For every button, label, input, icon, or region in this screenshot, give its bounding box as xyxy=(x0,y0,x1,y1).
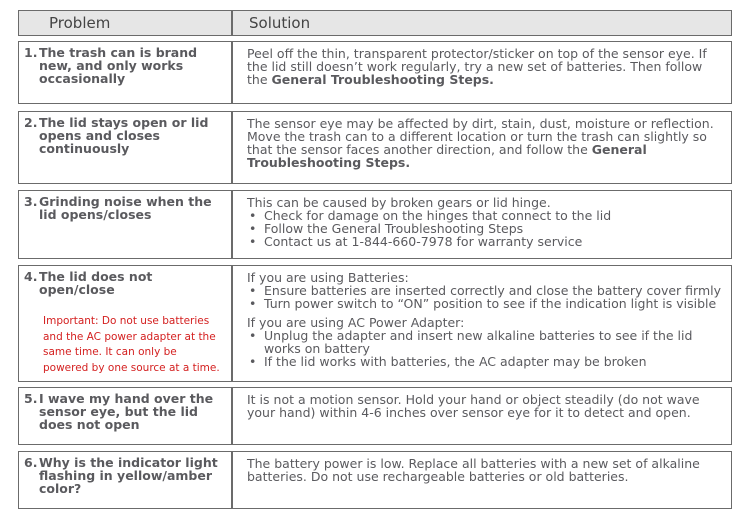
problem-text: Why is the indicator light flashing in yellow/amber color? xyxy=(39,455,218,496)
bullet-icon: • xyxy=(249,296,257,311)
problem-number: 4. xyxy=(24,269,38,284)
problem-cell xyxy=(24,270,224,296)
troubleshooting-table xyxy=(18,10,732,510)
adapter-heading: If you are using AC Power Adapter: xyxy=(247,315,465,330)
table-row xyxy=(18,387,732,445)
list-item-text: Unplug the adapter and insert new alkaline batteries to see if the lid works on battery xyxy=(264,328,693,356)
problem-text: Grinding noise when the lid opens/closes xyxy=(39,194,212,222)
solution-text: The sensor eye may be affected by dirt, stain, dust, moisture or reflection. Move the trash can to a different location or turn the trash can slightly so that the sensor faces another direction, and follow the xyxy=(247,116,714,157)
column-divider xyxy=(231,112,233,183)
solution-text: It is not a motion sensor. Hold your hand or object steadily (do not wave your hand) within 4-6 inches over sensor eye for it to detect and open. xyxy=(247,392,700,420)
problem-cell xyxy=(24,456,224,495)
problem-cell xyxy=(24,195,224,221)
problem-cell xyxy=(24,392,224,431)
solution-text: The battery power is low. Replace all batteries with a new set of alkaline batteries. Do not use rechargeable batteries or old batteries. xyxy=(247,456,700,484)
bullet-icon: • xyxy=(249,354,257,369)
problem-number: 1. xyxy=(24,45,38,60)
solution-text: This can be caused by broken gears or lid hinge. xyxy=(247,195,551,210)
table-row xyxy=(18,41,732,104)
problem-text: The lid stays open or lid opens and closes continuously xyxy=(39,115,209,156)
table-row xyxy=(18,190,732,259)
solution-cell xyxy=(247,117,725,169)
column-divider xyxy=(231,191,233,258)
bullet-icon: • xyxy=(249,221,257,236)
table-row xyxy=(18,265,732,382)
problem-number: 5. xyxy=(24,391,38,406)
column-divider xyxy=(231,452,233,508)
bullet-icon: • xyxy=(249,234,257,249)
problem-number: 3. xyxy=(24,194,38,209)
list-item xyxy=(247,329,725,355)
list-item-text: Contact us at 1-844-660-7978 for warranty service xyxy=(264,234,583,249)
bullet-icon: • xyxy=(249,328,257,343)
solution-link-text: General Troubleshooting Steps. xyxy=(271,72,494,87)
problem-cell xyxy=(24,116,224,155)
list-item xyxy=(247,297,725,310)
column-divider xyxy=(231,11,233,35)
table-header xyxy=(18,10,732,36)
bullet-icon: • xyxy=(249,283,257,298)
column-divider xyxy=(231,266,233,381)
list-item-text: Turn power switch to “ON” position to see if the indication light is visible xyxy=(264,296,717,311)
important-note: Important: Do not use batteries and the AC power adapter at the same time. It can only be powered by one source at a time. xyxy=(43,315,220,374)
bullet-icon: • xyxy=(249,208,257,223)
list-item-text: If the lid works with batteries, the AC adapter may be broken xyxy=(264,354,647,369)
header-solution: Solution xyxy=(249,14,311,32)
list-item-text: Follow the General Troubleshooting Steps xyxy=(264,221,524,236)
solution-link-text: General Troubleshooting Steps. xyxy=(247,142,647,170)
solution-cell xyxy=(247,47,725,86)
problem-cell xyxy=(24,46,224,85)
problem-number: 6. xyxy=(24,455,38,470)
problem-text: I wave my hand over the sensor eye, but the lid does not open xyxy=(39,391,214,432)
column-divider xyxy=(231,388,233,444)
list-item xyxy=(247,355,725,368)
list-item-text: Ensure batteries are inserted correctly and close the battery cover firmly xyxy=(264,283,722,298)
table-row xyxy=(18,111,732,184)
battery-heading: If you are using Batteries: xyxy=(247,270,409,285)
solution-cell xyxy=(247,457,725,483)
solution-text: Peel off the thin, transparent protector/sticker on top of the sensor eye. If the lid still doesn’t work regularly, try a new set of batteries. Then follow the xyxy=(247,46,707,87)
table-row xyxy=(18,451,732,509)
header-problem: Problem xyxy=(49,14,111,32)
problem-text: The lid does not open/close xyxy=(39,269,153,297)
solution-cell xyxy=(247,271,725,368)
problem-number: 2. xyxy=(24,115,38,130)
list-item xyxy=(247,235,725,248)
problem-text: The trash can is brand new, and only works occasionally xyxy=(39,45,198,86)
solution-cell xyxy=(247,393,725,419)
solution-cell xyxy=(247,196,725,248)
column-divider xyxy=(231,42,233,103)
list-item-text: Check for damage on the hinges that connect to the lid xyxy=(264,208,612,223)
